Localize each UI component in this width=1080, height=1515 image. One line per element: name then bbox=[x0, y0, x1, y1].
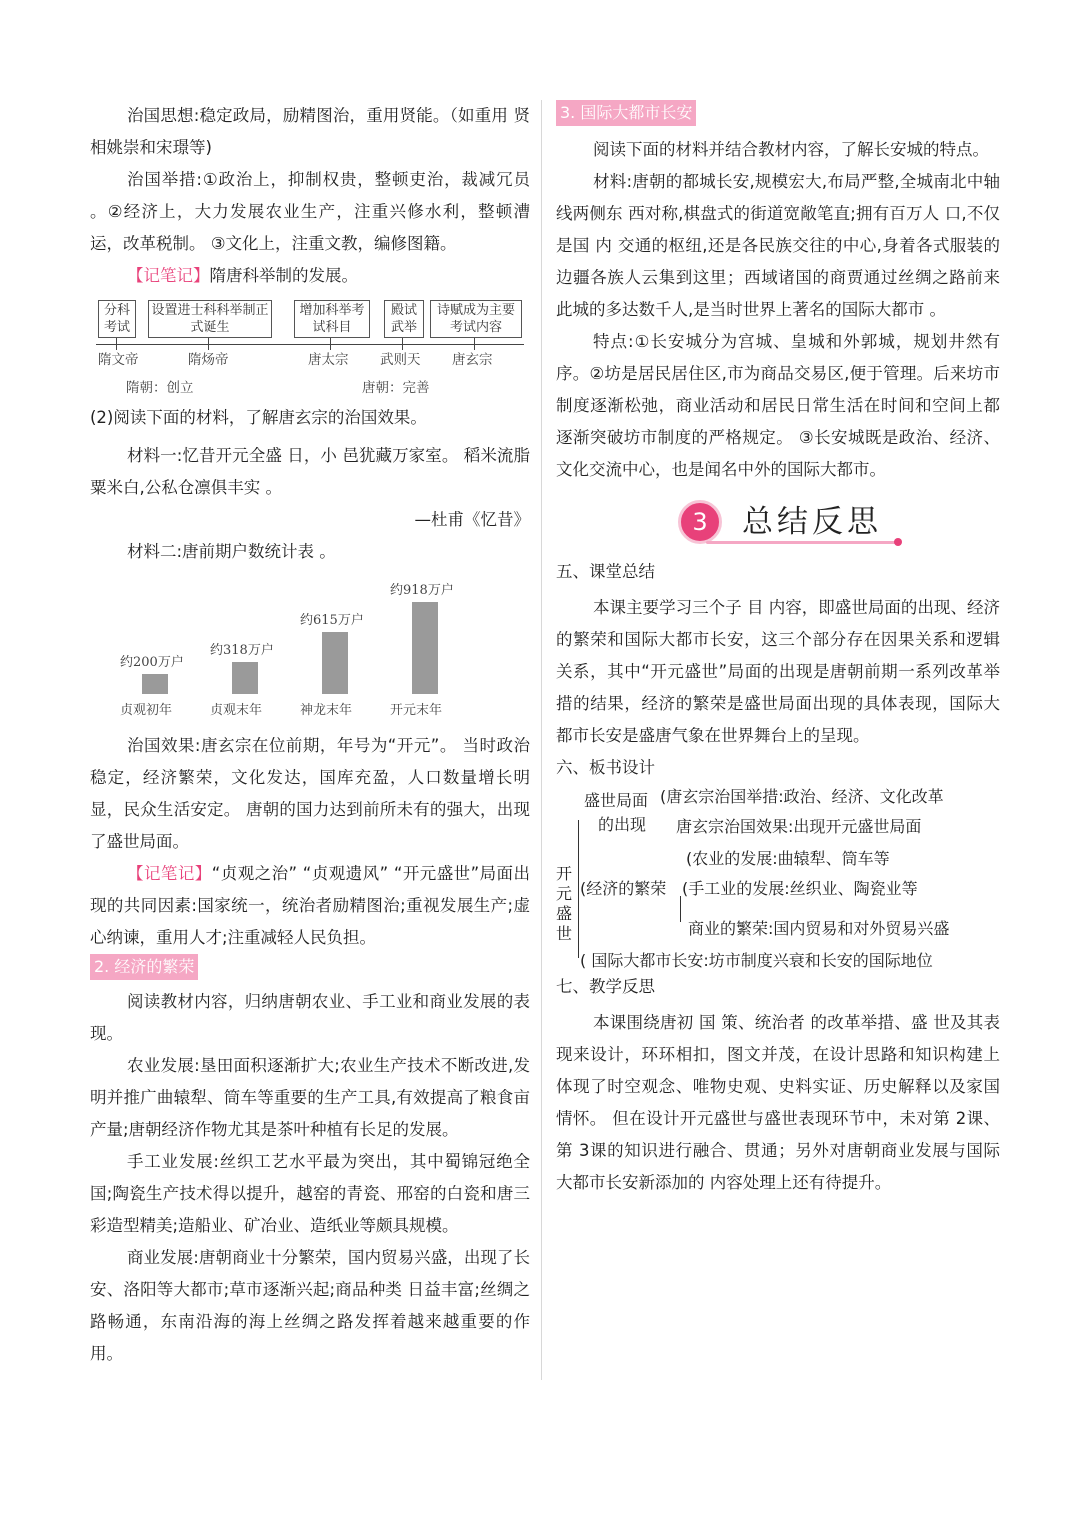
bar-value-label-1: 约200万户 bbox=[120, 655, 184, 670]
board-branch-1-line2: 的出现 bbox=[598, 815, 647, 834]
note-text: 隋唐科举制的发展。 bbox=[209, 266, 358, 285]
summary-banner bbox=[556, 494, 1000, 550]
board-design-diagram bbox=[556, 784, 1000, 969]
heading-board-design: 六、板书设计 bbox=[556, 758, 655, 777]
column-divider bbox=[541, 100, 542, 1380]
emperor-label: 唐玄宗 bbox=[452, 352, 493, 368]
bar-1 bbox=[142, 674, 168, 694]
changan-intro-paragraph: 阅读下面的材料并结合教材内容，了解长安城的特点。 bbox=[593, 140, 989, 159]
bar-category-label-3: 神龙末年 bbox=[300, 703, 353, 718]
section-heading-economy: 2. 经济的繁荣 bbox=[90, 954, 198, 980]
note-common-factors bbox=[90, 858, 530, 954]
period-label-tang: 唐朝：完善 bbox=[362, 380, 430, 396]
timeline-axis bbox=[96, 344, 524, 345]
timeline-box-1: 分科考试 bbox=[98, 300, 136, 338]
note-text: “贞观之治” “贞观遗风” “开元盛世”局面出现的共同因素:国家统一，统治者励精图治;重视发展生产;虚心纳谏，重用人才;注重减轻人民负担。 bbox=[90, 864, 531, 947]
changan-features-paragraph: 特点:①长安城分为宫城、皇城和外郭城，规划井然有序。②坊是居民居住区,市为商品交易区,便于管理。后来坊市制度逐渐松弛，商业活动和居民日常生活在时间和空间上都逐渐突破坊市制度的严格规定。 ③长安城既是政治、经济、文化交流中心，也是闻名中外的国际大都市。 bbox=[556, 332, 1000, 479]
emperor-label: 隋文帝 bbox=[98, 352, 139, 368]
governing-effect-paragraph: 治国效果:唐玄宗在位前期，年号为“开元”。 当时政治稳定，经济繁荣，文化发达，国库充盈，人口数量增长明显，民众生活安定。 唐朝的国力达到前所未有的强大，出现了盛世局面。 bbox=[90, 736, 530, 851]
board-branch-1b: 唐玄宗治国效果:出现开元盛世局面 bbox=[676, 817, 922, 836]
agriculture-paragraph: 农业发展:垦田面积逐渐扩大;农业生产技术不断改进,发明并推广曲辕犁、筒车等重要的生产工具,有效提高了粮食亩产量;唐朝经济作物尤其是茶叶种植有长足的发展。 bbox=[90, 1056, 530, 1139]
handicraft-paragraph: 手工业发展:丝织工艺水平最为突出，其中蜀锦冠绝全国;陶瓷生产技术得以提升，越窑的青瓷、邢窑的白瓷和唐三彩造型精美;造船业、矿冶业、造纸业等颇具规模。 bbox=[90, 1152, 530, 1235]
banner-underline bbox=[706, 541, 896, 544]
emperor-label: 武则天 bbox=[380, 352, 421, 368]
board-root: 开元盛世 bbox=[556, 864, 573, 943]
board-brace-root bbox=[578, 820, 579, 958]
material-one-paragraph: 材料一:忆昔开元全盛 日，小 邑犹藏万家室。 稻米流脂粟米白,公私仓凛俱丰实 。 bbox=[90, 446, 530, 497]
board-branch-3: ( 国际大都市长安:坊市制度兴衰和长安的国际地位 bbox=[580, 951, 933, 970]
emperor-label: 唐太宗 bbox=[308, 352, 349, 368]
note-tag: 【记笔记】 bbox=[127, 266, 210, 285]
bar-value-label-2: 约318万户 bbox=[210, 643, 274, 658]
board-branch-2b: (手工业的发展:丝织业、陶瓷业等 bbox=[682, 879, 918, 898]
commerce-paragraph: 商业发展:唐朝商业十分繁荣，国内贸易兴盛，出现了长安、洛阳等大都市;草市逐渐兴起;商品种类 日益丰富;丝绸之路畅通，东南沿海的海上丝绸之路发挥着越来越重要的作用。 bbox=[90, 1248, 530, 1363]
keju-timeline-diagram bbox=[96, 296, 526, 400]
board-brace-2 bbox=[680, 896, 681, 922]
bar-value-label-3: 约615万户 bbox=[300, 613, 364, 628]
bar-category-label-4: 开元末年 bbox=[390, 703, 443, 718]
heading-teaching-reflection: 七、教学反思 bbox=[556, 977, 655, 996]
bar-4 bbox=[412, 602, 438, 694]
banner-number: 3 bbox=[678, 500, 722, 544]
timeline-box-5: 诗赋成为主要考试内容 bbox=[430, 300, 522, 338]
read-material-paragraph: (2)阅读下面的材料，了解唐玄宗的治国效果。 bbox=[90, 408, 427, 427]
board-branch-1a: (唐玄宗治国举措:政治、经济、文化改革 bbox=[660, 787, 944, 806]
period-label-sui: 隋朝：创立 bbox=[126, 380, 194, 396]
bar-category-label-2: 贞观末年 bbox=[210, 703, 263, 718]
teaching-reflection-paragraph: 本课围绕唐初 国 策、统治者 的改革举措、盛 世及其表现来设计，环环相扣，图文并茂，在设计思路和知识构建上体现了时空观念、唯物史观、史料实证、历史解释以及家国情怀。 但在设计开元盛世与盛世表现环节中，未对第 2课、第 3课的知识进行融合、贯通；另外对唐朝商业发展与国际大都市长安新添加的 内容处理上还有待提升。 bbox=[556, 1013, 1000, 1192]
board-branch-1-line1: 盛世局面 bbox=[584, 791, 649, 810]
timeline-box-3: 增加科举考试科目 bbox=[294, 300, 370, 338]
note-tag: 【记笔记】 bbox=[127, 864, 212, 883]
material-one-source: —杜甫《忆昔》 bbox=[414, 510, 530, 529]
bar-3 bbox=[322, 632, 348, 694]
banner-dot bbox=[894, 538, 902, 546]
governing-thought-paragraph: 治国思想:稳定政局，励精图治，重用贤能。（如重用 贤相姚崇和宋璟等) bbox=[90, 106, 530, 157]
bar-2 bbox=[232, 662, 258, 694]
emperor-label: 隋炀帝 bbox=[188, 352, 229, 368]
bar-value-label-4: 约918万户 bbox=[390, 583, 454, 598]
governing-measures-paragraph: 治国举措:①政治上，抑制权贵，整顿吏治，裁减冗员 。②经济上，大力发展农业生产，注重兴修水利，整顿漕运，改革税制。 ③文化上，注重文教，编修图籍。 bbox=[90, 170, 530, 253]
timeline-box-4: 殿试武举 bbox=[384, 300, 424, 338]
material-two-paragraph: 材料二:唐前期户数统计表 。 bbox=[127, 542, 336, 561]
board-branch-2a: (农业的发展:曲辕犁、筒车等 bbox=[686, 849, 890, 868]
timeline-box-2: 设置进士科科举制正式诞生 bbox=[148, 300, 272, 338]
left-column bbox=[90, 100, 530, 1370]
banner-title: 总结反思 bbox=[742, 504, 882, 540]
bar-category-label-1: 贞观初年 bbox=[120, 703, 173, 718]
heading-class-summary: 五、课堂总结 bbox=[556, 562, 655, 581]
note-keju bbox=[90, 260, 530, 292]
household-bar-chart bbox=[90, 574, 520, 724]
economy-intro-paragraph: 阅读教材内容，归纳唐朝农业、手工业和商业发展的表现。 bbox=[90, 992, 530, 1043]
right-column bbox=[556, 100, 1000, 1199]
board-branch-2c: 商业的繁荣:国内贸易和对外贸易兴盛 bbox=[688, 919, 950, 938]
board-branch-2: (经济的繁荣 bbox=[580, 879, 667, 898]
changan-material-paragraph: 材料:唐朝的都城长安,规模宏大,布局严整,全城南北中轴线两侧东 西对称,棋盘式的街道宽敞笔直;拥有百万人 口,不仅是国 内 交通的枢纽,还是各民族交往的中心,身着各式服装的边疆各族人云集到这里；西域诸国的商贾通过丝绸之路前来此城的多达数千人,是当时世界上著名的国际大都市 。 bbox=[556, 172, 1000, 319]
section-heading-changan: 3. 国际大都市长安 bbox=[556, 100, 696, 126]
class-summary-paragraph: 本课主要学习三个子 目 内容，即盛世局面的出现、经济的繁荣和国际大都市长安，这三个部分存在因果关系和逻辑关系，其中“开元盛世”局面的出现是唐朝前期一系列改革举措的结果，经济的繁荣是盛世局面出现的具体表现，国际大都市长安是盛唐气象在世界舞台上的呈现。 bbox=[556, 598, 1000, 745]
